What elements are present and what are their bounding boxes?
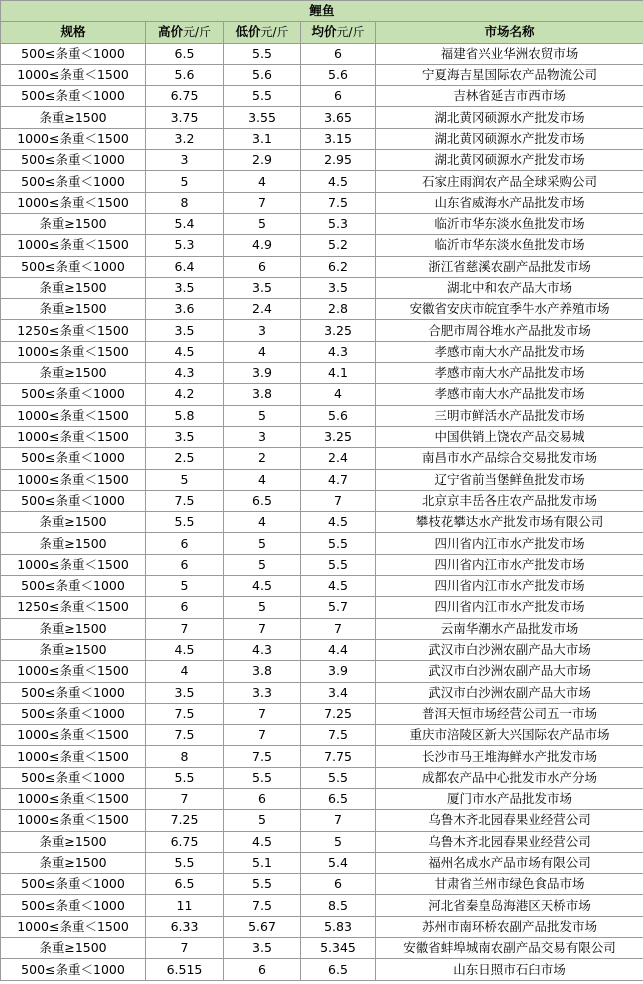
table-row (1, 916, 643, 937)
cell-spec: 条重≥1500 (1, 618, 146, 639)
cell-low-price: 7.5 (224, 746, 301, 767)
cell-high-price: 3.5 (146, 426, 224, 447)
cell-high-price: 6.5 (146, 874, 224, 895)
cell-avg-price: 5.6 (301, 405, 376, 426)
cell-low-price: 5 (224, 213, 301, 234)
cell-spec: 条重≥1500 (1, 639, 146, 660)
cell-low-price: 5 (224, 554, 301, 575)
cell-avg-price: 7 (301, 618, 376, 639)
cell-market-name: 四川省内江市水产批发市场 (376, 554, 643, 575)
cell-low-price: 5 (224, 405, 301, 426)
cell-market-name: 湖北中和农产品大市场 (376, 277, 643, 298)
header-market: 市场名称 (376, 22, 643, 43)
header-avg-label: 均价 (311, 24, 337, 40)
cell-low-price: 5.5 (224, 43, 301, 64)
cell-low-price: 7 (224, 703, 301, 724)
cell-low-price: 3.8 (224, 384, 301, 405)
cell-market-name: 宁夏海吉星国际农产品物流公司 (376, 64, 643, 85)
cell-spec: 1000≤条重＜1500 (1, 341, 146, 362)
cell-avg-price: 4 (301, 384, 376, 405)
table-row (1, 448, 643, 469)
cell-low-price: 7.5 (224, 895, 301, 916)
cell-spec: 条重≥1500 (1, 512, 146, 533)
cell-market-name: 南昌市水产品综合交易批发市场 (376, 448, 643, 469)
cell-avg-price: 8.5 (301, 895, 376, 916)
cell-high-price: 6 (146, 597, 224, 618)
cell-avg-price: 4.7 (301, 469, 376, 490)
cell-high-price: 4.5 (146, 639, 224, 660)
table-row (1, 874, 643, 895)
table-row (1, 852, 643, 873)
cell-avg-price: 4.1 (301, 363, 376, 384)
cell-low-price: 3.3 (224, 682, 301, 703)
table-row (1, 128, 643, 149)
table-row (1, 938, 643, 959)
cell-low-price: 4 (224, 171, 301, 192)
cell-low-price: 3.1 (224, 128, 301, 149)
table-row (1, 639, 643, 660)
cell-avg-price: 6.5 (301, 788, 376, 809)
table-row (1, 597, 643, 618)
cell-avg-price: 5.5 (301, 554, 376, 575)
table-row (1, 43, 643, 64)
table-title: 鲤鱼 (1, 1, 643, 22)
cell-spec: 500≤条重＜1000 (1, 703, 146, 724)
cell-avg-price: 6.5 (301, 959, 376, 980)
cell-spec: 500≤条重＜1000 (1, 874, 146, 895)
cell-low-price: 3.5 (224, 277, 301, 298)
table-row (1, 363, 643, 384)
cell-market-name: 北京京丰岳各庄农产品批发市场 (376, 490, 643, 511)
cell-high-price: 7 (146, 938, 224, 959)
cell-high-price: 6.5 (146, 43, 224, 64)
cell-spec: 条重≥1500 (1, 299, 146, 320)
cell-low-price: 5.5 (224, 874, 301, 895)
cell-market-name: 三明市鲜活水产品批发市场 (376, 405, 643, 426)
cell-market-name: 武汉市白沙洲农副产品大市场 (376, 661, 643, 682)
cell-high-price: 5 (146, 576, 224, 597)
header-avg (301, 22, 376, 43)
cell-avg-price: 7 (301, 490, 376, 511)
cell-avg-price: 7.5 (301, 192, 376, 213)
cell-market-name: 武汉市白沙洲农副产品大市场 (376, 639, 643, 660)
cell-avg-price: 4.5 (301, 171, 376, 192)
table-row (1, 512, 643, 533)
table-row (1, 299, 643, 320)
table-row (1, 831, 643, 852)
cell-avg-price: 7.75 (301, 746, 376, 767)
title-row (1, 1, 643, 22)
table-row (1, 384, 643, 405)
cell-high-price: 11 (146, 895, 224, 916)
cell-market-name: 湖北黄冈硕源水产批发市场 (376, 150, 643, 171)
cell-avg-price: 5.2 (301, 235, 376, 256)
cell-spec: 500≤条重＜1000 (1, 490, 146, 511)
table-row (1, 192, 643, 213)
cell-avg-price: 6 (301, 43, 376, 64)
cell-high-price: 3 (146, 150, 224, 171)
cell-spec: 500≤条重＜1000 (1, 576, 146, 597)
cell-avg-price: 7 (301, 810, 376, 831)
cell-market-name: 重庆市涪陵区新大兴国际农产品市场 (376, 725, 643, 746)
cell-spec: 500≤条重＜1000 (1, 150, 146, 171)
table-row (1, 405, 643, 426)
cell-market-name: 四川省内江市水产批发市场 (376, 576, 643, 597)
cell-high-price: 5.8 (146, 405, 224, 426)
cell-spec: 1000≤条重＜1500 (1, 810, 146, 831)
table-row (1, 725, 643, 746)
cell-spec: 1250≤条重＜1500 (1, 597, 146, 618)
cell-market-name: 临沂市华东淡水鱼批发市场 (376, 235, 643, 256)
cell-avg-price: 6 (301, 874, 376, 895)
cell-market-name: 合肥市周谷堆水产品批发市场 (376, 320, 643, 341)
table-row (1, 469, 643, 490)
cell-spec: 1000≤条重＜1500 (1, 916, 146, 937)
cell-high-price: 6.4 (146, 256, 224, 277)
cell-market-name: 安徽省安庆市皖宜季牛水产养殖市场 (376, 299, 643, 320)
cell-spec: 条重≥1500 (1, 831, 146, 852)
cell-avg-price: 4.5 (301, 576, 376, 597)
cell-low-price: 7 (224, 725, 301, 746)
cell-avg-price: 3.25 (301, 426, 376, 447)
cell-spec: 条重≥1500 (1, 107, 146, 128)
table-row (1, 107, 643, 128)
cell-high-price: 5.5 (146, 767, 224, 788)
header-low-label: 低价 (235, 24, 261, 40)
cell-market-name: 山东省威海水产品批发市场 (376, 192, 643, 213)
table-row (1, 341, 643, 362)
cell-spec: 500≤条重＜1000 (1, 43, 146, 64)
cell-avg-price: 5.4 (301, 852, 376, 873)
cell-avg-price: 5 (301, 831, 376, 852)
cell-low-price: 6 (224, 788, 301, 809)
cell-low-price: 6 (224, 959, 301, 980)
cell-market-name: 四川省内江市水产批发市场 (376, 533, 643, 554)
cell-market-name: 吉林省延吉市西市场 (376, 86, 643, 107)
cell-market-name: 石家庄雨润农产品全球采购公司 (376, 171, 643, 192)
header-low (224, 22, 301, 43)
cell-avg-price: 2.4 (301, 448, 376, 469)
cell-high-price: 5 (146, 171, 224, 192)
cell-market-name: 福州名成水产品市场有限公司 (376, 852, 643, 873)
cell-avg-price: 5.5 (301, 767, 376, 788)
cell-high-price: 6 (146, 533, 224, 554)
cell-spec: 1000≤条重＜1500 (1, 426, 146, 447)
cell-low-price: 3.8 (224, 661, 301, 682)
cell-spec: 1000≤条重＜1500 (1, 192, 146, 213)
cell-market-name: 乌鲁木齐北园春果业经营公司 (376, 831, 643, 852)
cell-spec: 条重≥1500 (1, 213, 146, 234)
cell-avg-price: 5.7 (301, 597, 376, 618)
cell-spec: 500≤条重＜1000 (1, 86, 146, 107)
cell-spec: 500≤条重＜1000 (1, 256, 146, 277)
table-row (1, 426, 643, 447)
table-row (1, 533, 643, 554)
cell-market-name: 湖北黄冈硕源水产批发市场 (376, 128, 643, 149)
cell-market-name: 乌鲁木齐北园春果业经营公司 (376, 810, 643, 831)
header-high (146, 22, 224, 43)
cell-low-price: 5 (224, 533, 301, 554)
cell-low-price: 4.3 (224, 639, 301, 660)
cell-spec: 500≤条重＜1000 (1, 959, 146, 980)
cell-market-name: 河北省秦皇岛海港区天桥市场 (376, 895, 643, 916)
table-row (1, 256, 643, 277)
table-row (1, 213, 643, 234)
table-row (1, 171, 643, 192)
table-row (1, 703, 643, 724)
table-row (1, 320, 643, 341)
table-row (1, 788, 643, 809)
cell-high-price: 5 (146, 469, 224, 490)
table-row (1, 64, 643, 85)
cell-low-price: 7 (224, 618, 301, 639)
table-row (1, 235, 643, 256)
cell-low-price: 4.5 (224, 576, 301, 597)
cell-high-price: 4.2 (146, 384, 224, 405)
cell-spec: 1000≤条重＜1500 (1, 235, 146, 256)
cell-high-price: 6.515 (146, 959, 224, 980)
cell-high-price: 6.75 (146, 86, 224, 107)
header-low-unit: 元/斤 (260, 25, 289, 40)
cell-low-price: 5 (224, 810, 301, 831)
cell-spec: 条重≥1500 (1, 938, 146, 959)
cell-avg-price: 6 (301, 86, 376, 107)
table-row (1, 490, 643, 511)
cell-low-price: 4 (224, 341, 301, 362)
cell-high-price: 2.5 (146, 448, 224, 469)
cell-spec: 1000≤条重＜1500 (1, 725, 146, 746)
cell-avg-price: 5.3 (301, 213, 376, 234)
cell-high-price: 3.6 (146, 299, 224, 320)
table-row (1, 576, 643, 597)
cell-spec: 1000≤条重＜1500 (1, 469, 146, 490)
cell-high-price: 3.5 (146, 682, 224, 703)
cell-avg-price: 3.4 (301, 682, 376, 703)
cell-high-price: 3.5 (146, 320, 224, 341)
cell-market-name: 安徽省蚌埠城南农副产品交易有限公司 (376, 938, 643, 959)
cell-avg-price: 6.2 (301, 256, 376, 277)
cell-market-name: 普洱天恒市场经营公司五一市场 (376, 703, 643, 724)
cell-low-price: 5.67 (224, 916, 301, 937)
cell-avg-price: 5.5 (301, 533, 376, 554)
cell-low-price: 3 (224, 320, 301, 341)
cell-high-price: 5.6 (146, 64, 224, 85)
cell-spec: 条重≥1500 (1, 363, 146, 384)
cell-high-price: 7.5 (146, 725, 224, 746)
table-row (1, 554, 643, 575)
cell-market-name: 孝感市南大水产品批发市场 (376, 341, 643, 362)
cell-low-price: 3 (224, 426, 301, 447)
cell-spec: 500≤条重＜1000 (1, 384, 146, 405)
cell-low-price: 4.9 (224, 235, 301, 256)
table-row (1, 810, 643, 831)
cell-spec: 1000≤条重＜1500 (1, 405, 146, 426)
cell-high-price: 5.5 (146, 512, 224, 533)
table-row (1, 618, 643, 639)
cell-high-price: 6 (146, 554, 224, 575)
cell-market-name: 浙江省慈溪农副产品批发市场 (376, 256, 643, 277)
cell-low-price: 3.55 (224, 107, 301, 128)
cell-high-price: 7 (146, 618, 224, 639)
cell-spec: 500≤条重＜1000 (1, 682, 146, 703)
cell-low-price: 5.5 (224, 767, 301, 788)
cell-spec: 条重≥1500 (1, 852, 146, 873)
cell-spec: 条重≥1500 (1, 533, 146, 554)
table-row (1, 682, 643, 703)
cell-high-price: 7.25 (146, 810, 224, 831)
cell-spec: 条重≥1500 (1, 277, 146, 298)
cell-low-price: 6 (224, 256, 301, 277)
cell-low-price: 4.5 (224, 831, 301, 852)
table-row (1, 277, 643, 298)
cell-market-name: 四川省内江市水产批发市场 (376, 597, 643, 618)
cell-market-name: 福建省兴业华洲农贸市场 (376, 43, 643, 64)
cell-high-price: 3.75 (146, 107, 224, 128)
cell-high-price: 8 (146, 746, 224, 767)
table-body (1, 43, 643, 980)
table-row (1, 959, 643, 980)
table-row (1, 895, 643, 916)
cell-low-price: 3.5 (224, 938, 301, 959)
cell-market-name: 苏州市南环桥农副产品批发市场 (376, 916, 643, 937)
cell-spec: 1000≤条重＜1500 (1, 128, 146, 149)
cell-high-price: 3.5 (146, 277, 224, 298)
table-row (1, 661, 643, 682)
cell-market-name: 长沙市马王堆海鲜水产批发市场 (376, 746, 643, 767)
cell-avg-price: 7.5 (301, 725, 376, 746)
cell-market-name: 临沂市华东淡水鱼批发市场 (376, 213, 643, 234)
table-row (1, 150, 643, 171)
cell-low-price: 2.4 (224, 299, 301, 320)
cell-low-price: 5.6 (224, 64, 301, 85)
cell-avg-price: 4.3 (301, 341, 376, 362)
cell-high-price: 5.5 (146, 852, 224, 873)
cell-market-name: 山东日照市石臼市场 (376, 959, 643, 980)
cell-avg-price: 7.25 (301, 703, 376, 724)
cell-spec: 1000≤条重＜1500 (1, 554, 146, 575)
cell-high-price: 6.33 (146, 916, 224, 937)
cell-spec: 500≤条重＜1000 (1, 767, 146, 788)
header-high-unit: 元/斤 (182, 25, 212, 40)
cell-avg-price: 5.345 (301, 938, 376, 959)
header-high-label: 高价 (157, 24, 183, 40)
cell-low-price: 5 (224, 597, 301, 618)
cell-avg-price: 5.83 (301, 916, 376, 937)
cell-low-price: 3.9 (224, 363, 301, 384)
cell-high-price: 4.3 (146, 363, 224, 384)
cell-market-name: 甘肃省兰州市绿色食品市场 (376, 874, 643, 895)
cell-avg-price: 2.95 (301, 150, 376, 171)
cell-spec: 500≤条重＜1000 (1, 448, 146, 469)
cell-low-price: 4 (224, 469, 301, 490)
header-spec: 规格 (1, 22, 146, 43)
cell-avg-price: 3.25 (301, 320, 376, 341)
cell-avg-price: 3.65 (301, 107, 376, 128)
cell-market-name: 湖北黄冈硕源水产批发市场 (376, 107, 643, 128)
cell-spec: 1000≤条重＜1500 (1, 64, 146, 85)
cell-high-price: 4.5 (146, 341, 224, 362)
cell-spec: 500≤条重＜1000 (1, 895, 146, 916)
cell-spec: 1250≤条重＜1500 (1, 320, 146, 341)
cell-high-price: 6.75 (146, 831, 224, 852)
cell-high-price: 4 (146, 661, 224, 682)
cell-market-name: 武汉市白沙洲农副产品大市场 (376, 682, 643, 703)
cell-low-price: 6.5 (224, 490, 301, 511)
header-avg-unit: 元/斤 (336, 25, 365, 40)
cell-low-price: 2.9 (224, 150, 301, 171)
cell-spec: 500≤条重＜1000 (1, 171, 146, 192)
cell-market-name: 孝感市南大水产品批发市场 (376, 363, 643, 384)
cell-market-name: 中国供销上饶农产品交易城 (376, 426, 643, 447)
cell-avg-price: 3.9 (301, 661, 376, 682)
table-row (1, 767, 643, 788)
cell-low-price: 2 (224, 448, 301, 469)
cell-avg-price: 4.5 (301, 512, 376, 533)
cell-high-price: 7.5 (146, 490, 224, 511)
cell-high-price: 3.2 (146, 128, 224, 149)
cell-market-name: 成都农产品中心批发市水产分场 (376, 767, 643, 788)
cell-market-name: 云南华潮水产品批发市场 (376, 618, 643, 639)
cell-market-name: 孝感市南大水产品批发市场 (376, 384, 643, 405)
cell-high-price: 5.4 (146, 213, 224, 234)
cell-avg-price: 3.5 (301, 277, 376, 298)
cell-spec: 1000≤条重＜1500 (1, 746, 146, 767)
cell-low-price: 5.1 (224, 852, 301, 873)
cell-low-price: 5.5 (224, 86, 301, 107)
cell-avg-price: 4.4 (301, 639, 376, 660)
cell-market-name: 厦门市水产品批发市场 (376, 788, 643, 809)
cell-low-price: 4 (224, 512, 301, 533)
cell-high-price: 5.3 (146, 235, 224, 256)
cell-market-name: 辽宁省前当堡鲜鱼批发市场 (376, 469, 643, 490)
cell-market-name: 攀枝花攀达水产批发市场有限公司 (376, 512, 643, 533)
table-row (1, 746, 643, 767)
cell-avg-price: 2.8 (301, 299, 376, 320)
table-row (1, 86, 643, 107)
cell-low-price: 7 (224, 192, 301, 213)
cell-spec: 1000≤条重＜1500 (1, 788, 146, 809)
cell-high-price: 8 (146, 192, 224, 213)
header-row (1, 22, 643, 43)
cell-high-price: 7 (146, 788, 224, 809)
cell-avg-price: 5.6 (301, 64, 376, 85)
cell-avg-price: 3.15 (301, 128, 376, 149)
cell-high-price: 7.5 (146, 703, 224, 724)
cell-spec: 1000≤条重＜1500 (1, 661, 146, 682)
